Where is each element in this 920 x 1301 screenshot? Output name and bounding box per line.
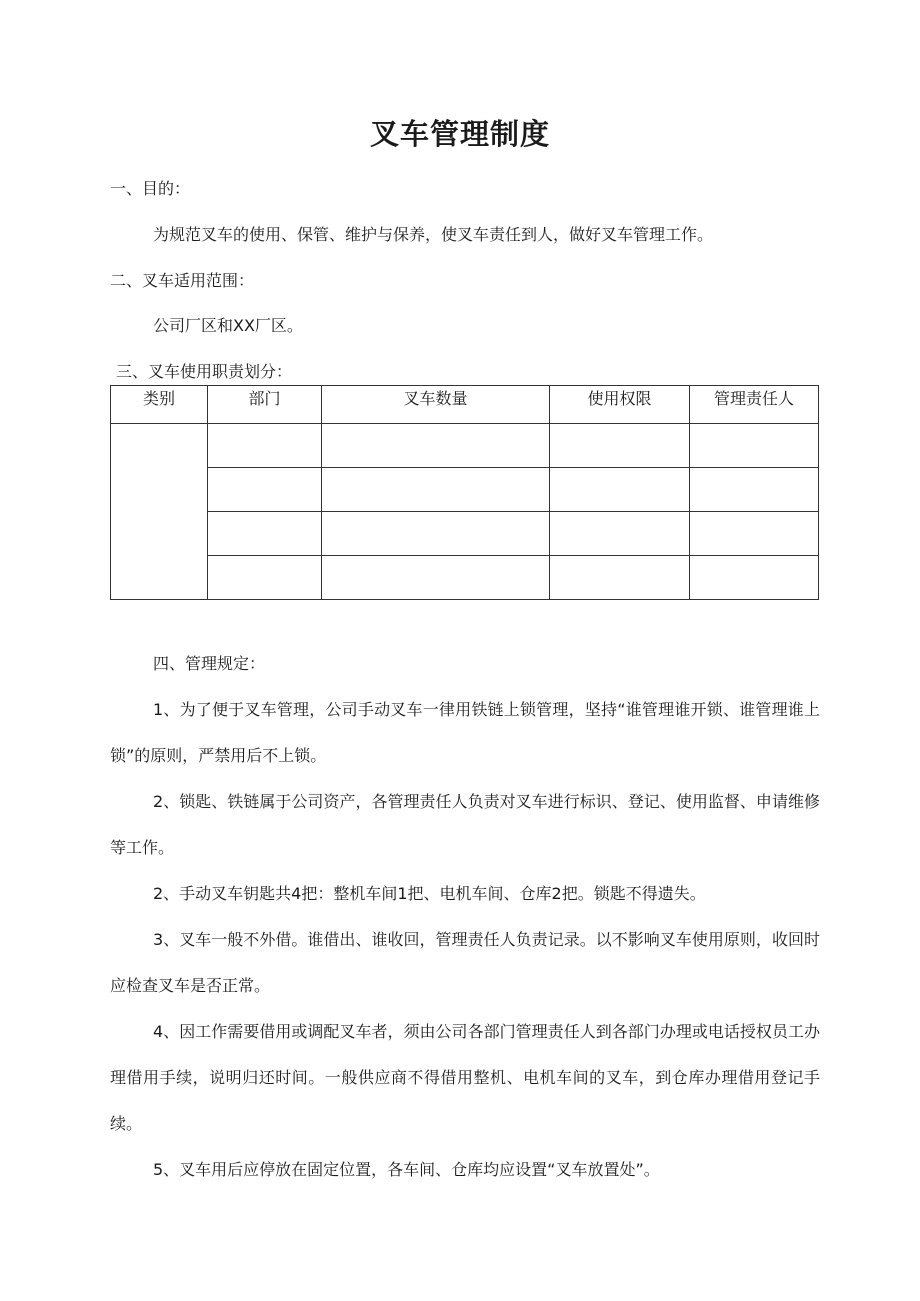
table-cell [690, 424, 819, 468]
responsibility-table [110, 385, 819, 600]
header-category: 类别 [111, 386, 208, 424]
section-heading-scope: 二、叉车适用范围： [110, 271, 255, 290]
regulation-item: 4、因工作需要借用或调配叉车者，须由公司各部门管理责任人到各部门办理或电话授权员工办理借用手续，说明归还时间。一般供应商不得借用整机、电机车间的叉车，到仓库办理借用登记手续。 [110, 1022, 820, 1133]
scope-text: 公司厂区和XX厂区。 [153, 316, 303, 335]
header-responsible-person: 管理责任人 [690, 386, 819, 424]
table-cell [550, 424, 690, 468]
header-department: 部门 [208, 386, 322, 424]
table-cell [690, 468, 819, 512]
document-title: 叉车管理制度 [369, 117, 550, 151]
table-cell [550, 556, 690, 600]
table-cell [208, 512, 322, 556]
purpose-text: 为规范叉车的使用、保管、维护与保养，使叉车责任到人，做好叉车管理工作。 [153, 225, 714, 244]
table-cell [690, 556, 819, 600]
table-cell [208, 556, 322, 600]
regulation-item: 5、叉车用后应停放在固定位置，各车间、仓库均应设置“叉车放置处”。 [153, 1160, 660, 1179]
table-cell [550, 512, 690, 556]
header-usage-permission: 使用权限 [550, 386, 690, 424]
table-cell [322, 556, 550, 600]
section-heading-regulations: 四、管理规定： [153, 654, 266, 673]
regulation-item: 1、为了便于叉车管理，公司手动叉车一律用铁链上锁管理，坚持“谁管理谁开锁、谁管理谁上锁”的原则，严禁用后不上锁。 [110, 700, 820, 765]
table-header-row [111, 386, 819, 424]
table-cell [550, 468, 690, 512]
table-cell [208, 468, 322, 512]
section-heading-responsibility: 三、叉车使用职责划分： [116, 362, 293, 381]
table-cell [322, 424, 550, 468]
header-forklift-quantity: 叉车数量 [322, 386, 550, 424]
table-cell [208, 424, 322, 468]
category-cell [111, 424, 208, 600]
table-cell [690, 512, 819, 556]
section-heading-purpose: 一、目的： [110, 179, 191, 198]
table-cell [322, 512, 550, 556]
table-row [111, 468, 819, 512]
table-row [111, 556, 819, 600]
regulation-item: 2、锁匙、铁链属于公司资产，各管理责任人负责对叉车进行标识、登记、使用监督、申请维修等工作。 [110, 792, 820, 857]
regulations-list [110, 687, 820, 1193]
table-row [111, 424, 819, 468]
regulation-item: 2、手动叉车钥匙共4把：整机车间1把、电机车间、仓库2把。锁匙不得遗失。 [153, 884, 706, 903]
regulation-item: 3、叉车一般不外借。谁借出、谁收回，管理责任人负责记录。以不影响叉车使用原则，收回时应检查叉车是否正常。 [110, 930, 820, 995]
table-cell [322, 468, 550, 512]
table-row [111, 512, 819, 556]
